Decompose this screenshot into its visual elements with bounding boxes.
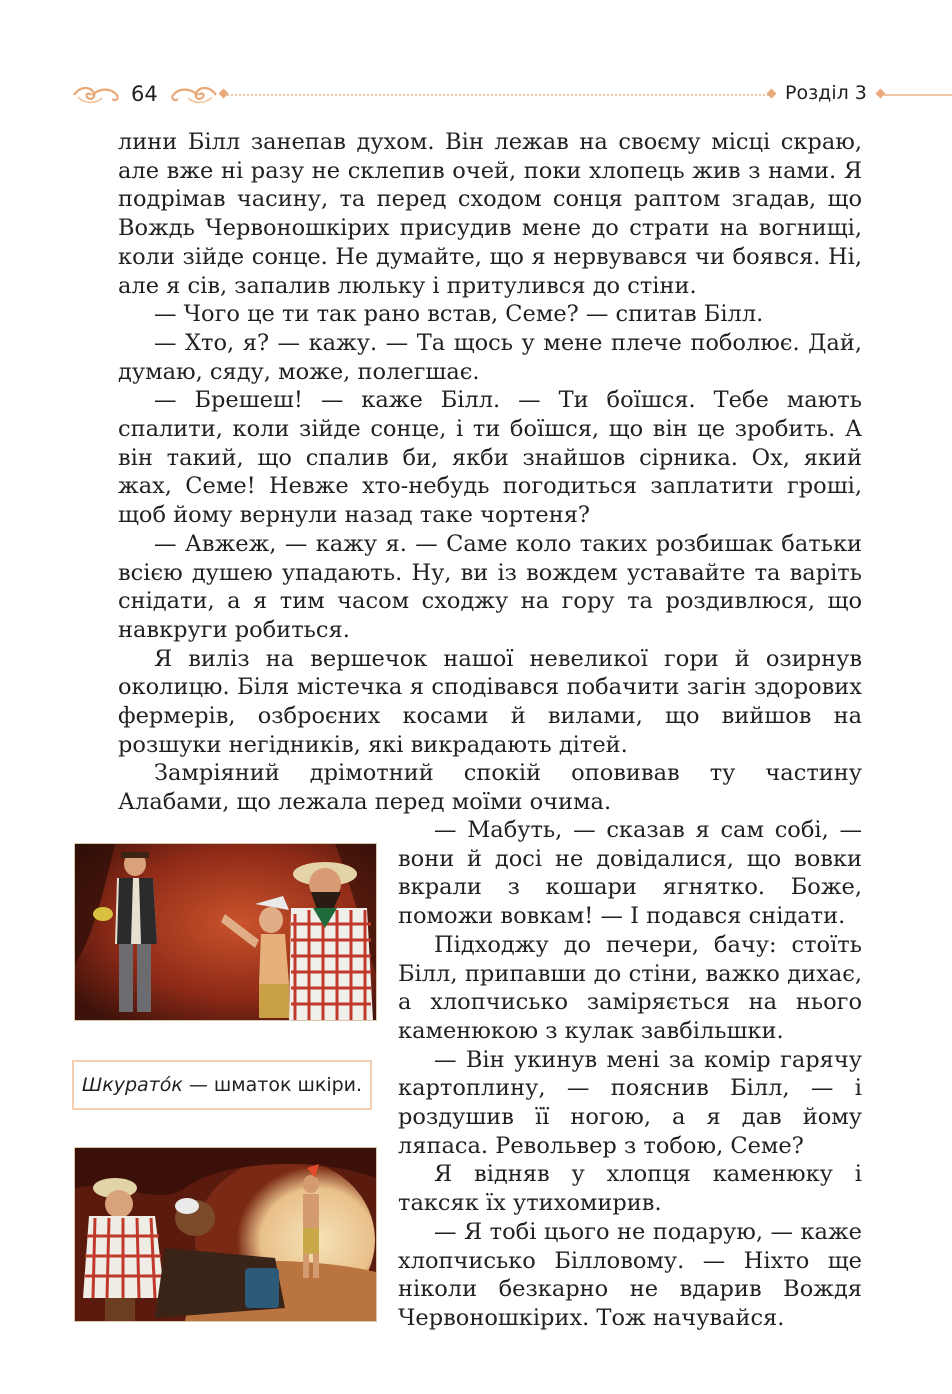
illustration-cave-scene — [74, 1147, 377, 1322]
glossary-term: Шкурато́к — [81, 1074, 183, 1096]
paragraph: — Брешеш! — каже Білл. — Ти боїшся. Тебе мають спалити, коли зійде сонце, і ти боїшся, що він це зробить. А він такий, що спалив би, якби знайшов сірника. Ох, який жах, Семе! Невже хто-небудь погодиться заплатити гроші, щоб йому вернули назад таке чортеня? — [118, 387, 862, 529]
paragraph: лини Білл занепав духом. Він лежав на своєму місці скраю, але вже ні разу не склепив очей, поки хлопець жив з нами. Я подрімав часину, та перед сходом сонця раптом згадав, що Вождь Червоношкірих присудив мене до страти на вогнищі, коли зійде сонце. Не думайте, що я нервувався чи боявся. Ні, але я сів, запалив люльку і притулився до стіни. — [118, 129, 862, 299]
paragraph: Я відняв у хлопця каменюку і таксяк їх утихомирив. — [398, 1161, 862, 1217]
right-column-text — [398, 816, 862, 1333]
illustration-cave-fight — [74, 843, 377, 1021]
paragraph: — Чого це ти так рано встав, Семе? — спитав Білл. — [154, 301, 764, 328]
paragraph: — Хто, я? — кажу. — Та щось у мене плече поболює. Дай, думаю, сяду, може, полегшає. — [118, 329, 862, 385]
paragraph: — Я тобі цього не подарую, — каже хлопчисько Білловому. — Ніхто ще ніколи безкарно не вдарив Вождя Червоношкірих. Тож начувайся. — [398, 1218, 862, 1331]
paragraph: — Авжеж, — кажу я. — Саме коло таких розбишак батьки всією душею упадають. Ну, ви із вождем уставайте та варіть снідати, а я тим часом сходжу на гору та роздивлюся, що навкруги робиться. — [118, 530, 862, 643]
ornament-flourish-icon — [170, 84, 218, 106]
page-number: 64 — [131, 82, 158, 106]
paragraph: — Він укинув мені за комір гарячу картоплину, — пояснив Білл, — і роздушив її ногою, а я дав йому ляпаса. Револьвер з тобою, Семе? — [398, 1046, 862, 1159]
page-header — [0, 78, 952, 112]
glossary-definition: — шматок шкіри. — [182, 1074, 363, 1096]
glossary-box — [72, 1060, 372, 1110]
illustration-image — [75, 1148, 376, 1321]
chapter-title: Розділ 3 — [785, 82, 867, 104]
paragraph: — Мабуть, — сказав я сам собі, — вони й досі не довідалися, що вовки вкрали з кошари ягнятко. Боже, поможи вовкам! — І подався снідати. — [398, 817, 862, 930]
diamond-ornament-icon — [219, 89, 229, 99]
paragraph: Замріяний дрімотний спокій оповивав ту частину Алабами, що лежала перед моїми очима. — [118, 760, 862, 816]
header-dotted-rule — [224, 94, 772, 96]
paragraph: Підходжу до печери, бачу: стоїть Білл, припавши до стіни, важко дихає, а хлопчисько заміряється на нього каменюкою з кулак завбільшки. — [398, 931, 862, 1044]
illustration-image — [75, 844, 376, 1020]
header-solid-rule — [884, 94, 952, 96]
paragraph: Я виліз на вершечок нашої невеликої гори й озирнув околицю. Біля містечка я сподівався побачити загін здорових фермерів, озброєних косами й вилами, що вийшов на розшуки негідників, які викрадають дітей. — [118, 645, 862, 758]
diamond-ornament-icon — [767, 89, 777, 99]
main-text — [118, 128, 862, 817]
ornament-flourish-icon — [72, 84, 124, 106]
